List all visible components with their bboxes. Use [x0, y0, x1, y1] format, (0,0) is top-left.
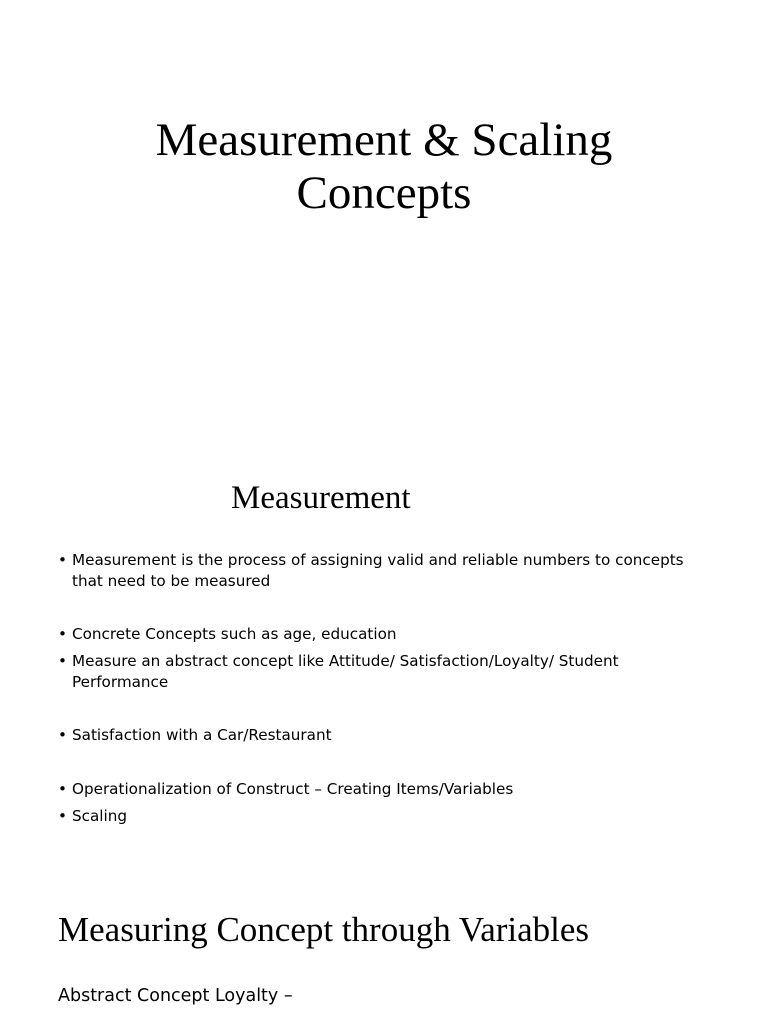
bullet-point-icon: •: [58, 551, 67, 569]
slide-title-line-2: Concepts: [296, 167, 472, 219]
bullet-item: [58, 651, 698, 693]
bullet-item: [58, 725, 698, 746]
slide-3-heading: Measuring Concept through Variables: [58, 910, 590, 949]
bullet-item: [58, 624, 698, 645]
bullet-item: [58, 779, 698, 800]
section-heading: Measurement: [231, 480, 411, 516]
bullet-text: Satisfaction with a Car/Restaurant: [72, 726, 332, 744]
bullet-point-icon: •: [58, 780, 67, 798]
bullet-text: Concrete Concepts such as age, education: [72, 625, 397, 643]
bullet-point-icon: •: [58, 726, 67, 744]
bullet-item: [58, 806, 698, 827]
bullet-point-icon: •: [58, 807, 67, 825]
bullet-text: Operationalization of Construct – Creating Items/Variables: [72, 780, 514, 798]
bullet-text: Measure an abstract concept like Attitude/ Satisfaction/Loyalty/ Student Performance: [72, 652, 619, 691]
bullet-point-icon: •: [58, 625, 67, 643]
bullet-text: Scaling: [72, 807, 128, 825]
bullet-text: Measurement is the process of assigning valid and reliable numbers to concepts that need to be measured: [72, 551, 684, 590]
slide-title: [0, 114, 768, 220]
slide-3-subtext: Abstract Concept Loyalty –: [58, 986, 293, 1006]
slide-title-line-1: Measurement & Scaling: [155, 114, 613, 166]
bullet-item: [58, 550, 698, 592]
bullet-point-icon: •: [58, 652, 67, 670]
